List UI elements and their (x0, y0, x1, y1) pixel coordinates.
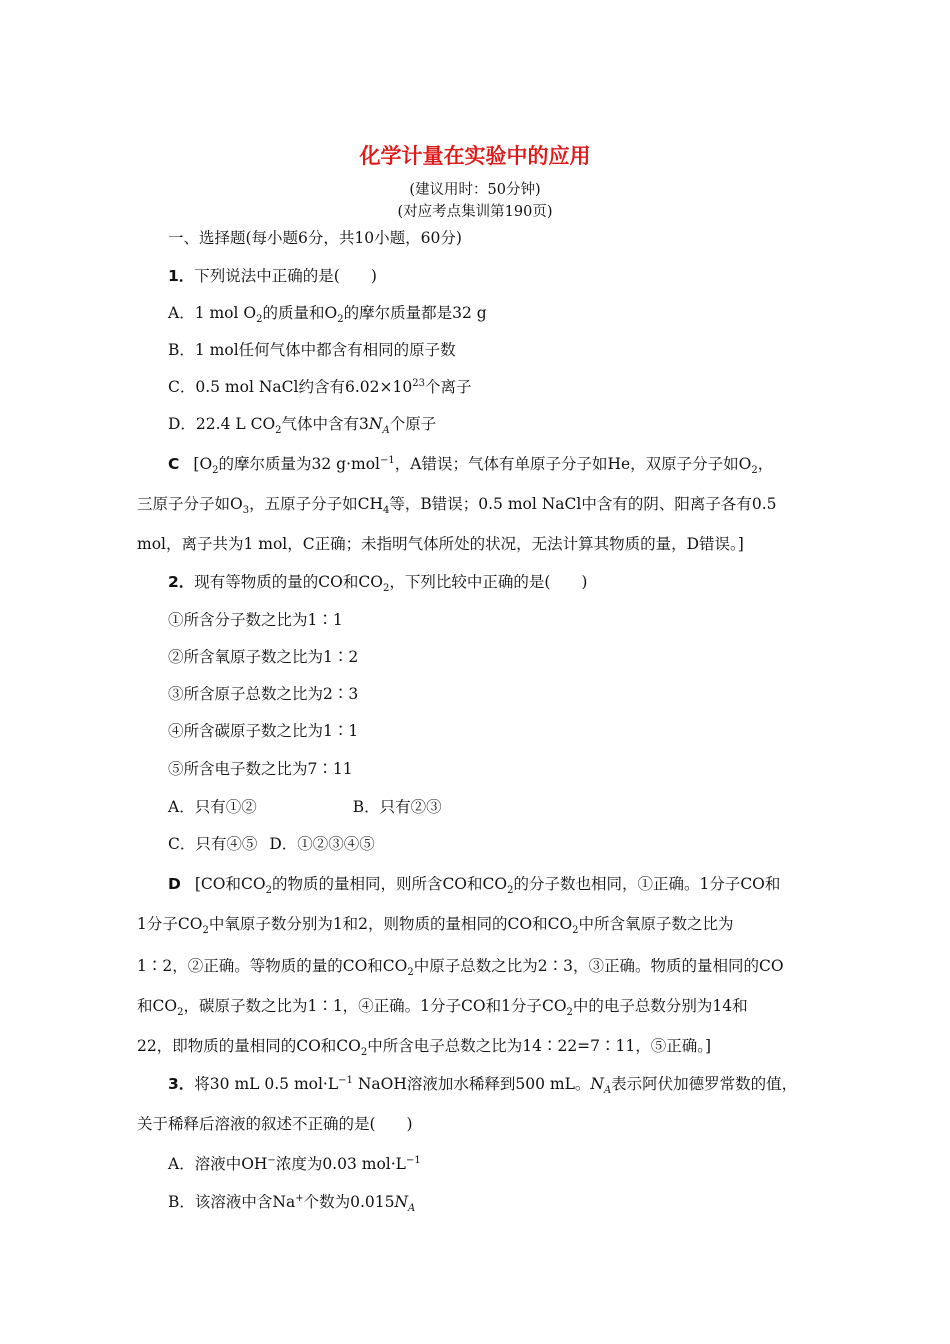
q2-statement-2: ②所含氧原子数之比为1∶2 (168, 648, 359, 666)
reference-note: (对应考点集训第190页) (397, 204, 553, 220)
q3-option-b: B．该溶液中含Na+个数为$0.015N_A$ (168, 1192, 416, 1215)
page-title: 化学计量在实验中的应用 (359, 144, 591, 168)
q2-option-c: C．只有④⑤ (168, 835, 258, 853)
answer-letter: C (168, 455, 180, 473)
q1-explanation-line-3: mol，离子共为1 mol，C正确；未指明气体所处的状况，无法计算其物质的量，D错误。] (137, 535, 744, 553)
q2-statement-3: ③所含原子总数之比为2∶3 (168, 685, 359, 703)
question-3-stem-line-2: 关于稀释后溶液的叙述不正确的是( ) (137, 1115, 413, 1133)
q2-option-b: B．只有②③ (352, 798, 442, 816)
q1-explanation-line-2: 三原子分子如$O_3$，五原子分子如$CH_4$等，B错误；0.5 mol NaCl中含有的阴、阳离子各有0.5 (137, 495, 777, 517)
q2-statement-4: ④所含碳原子数之比为1∶1 (168, 722, 359, 740)
q1-option-b: B．1 mol任何气体中都含有相同的原子数 (168, 341, 456, 359)
question-2-stem: 2．现有等物质的量的CO和$CO_2$，下列比较中正确的是( ) (168, 573, 588, 595)
q3-option-a: A．溶液中OH−浓度为0.03 $mol\cdot L^{-1}$ (168, 1154, 421, 1173)
section-heading: 一、选择题(每小题6分，共10小题，60分) (168, 229, 462, 247)
question-1-stem (168, 266, 377, 286)
q2-option-d: D．①②③④⑤ (269, 835, 375, 853)
q2-options-cd (168, 834, 375, 854)
q2-options-ab (168, 797, 442, 817)
q1-option-a: A．1 mol $O_2$的质量和$O_2$的摩尔质量都是32 g (168, 304, 487, 326)
question-number: 1． (168, 267, 195, 285)
question-3-stem-line-1: 3．将30 mL 0.5 $mol\cdot L^{-1}$ NaOH溶液加水稀释到500 mL。$N_A$表示阿伏加德罗常数的值， (168, 1074, 798, 1097)
q1-option-c: C．0.5 mol NaCl约含有$6.02\times 10^{23}$个离子 (168, 377, 472, 396)
q2-statement-1: ①所含分子数之比为1∶1 (168, 611, 343, 629)
q2-statement-5: ⑤所含电子数之比为7∶11 (168, 760, 353, 778)
q2-explanation-line-1: D [CO和$CO_2$的物质的量相同，则所含CO和$CO_2$的分子数也相同，①正确。1分子CO和 (168, 875, 781, 897)
q2-option-a: A．只有①② (168, 798, 257, 816)
q2-explanation-line-3: 1∶2，②正确。等物质的量的CO和$CO_2$中原子总数之比为2∶3，③正确。物质的量相同的CO (137, 957, 784, 979)
q2-explanation-line-2: 1分子$CO_2$中氧原子数分别为1和2，则物质的量相同的CO和$CO_2$中所含氧原子数之比为 (137, 915, 734, 937)
time-note: (建议用时：50分钟) (409, 182, 541, 198)
q2-explanation-line-5: 22，即物质的量相同的CO和$CO_2$中所含电子总数之比为14∶22=7∶11，⑤正确。] (137, 1037, 712, 1059)
question-number: 2． (168, 573, 195, 591)
q2-explanation-line-4: 和$CO_2$，碳原子数之比为1∶1，④正确。1分子CO和1分子$CO_2$中的电子总数分别为14和 (137, 997, 748, 1019)
question-number: 3． (168, 1075, 195, 1093)
answer-letter: D (168, 875, 181, 893)
q1-explanation-line-1: C [$O_2$的摩尔质量为32 g·mol$^{-1}$，A错误；气体有单原子分子如He，双原子分子如$O_2$， (168, 454, 774, 477)
q1-option-d: D．22.4 L $CO_2$气体中含有$3N_A$个原子 (168, 415, 437, 437)
question-text: 下列说法中正确的是( ) (194, 267, 377, 285)
